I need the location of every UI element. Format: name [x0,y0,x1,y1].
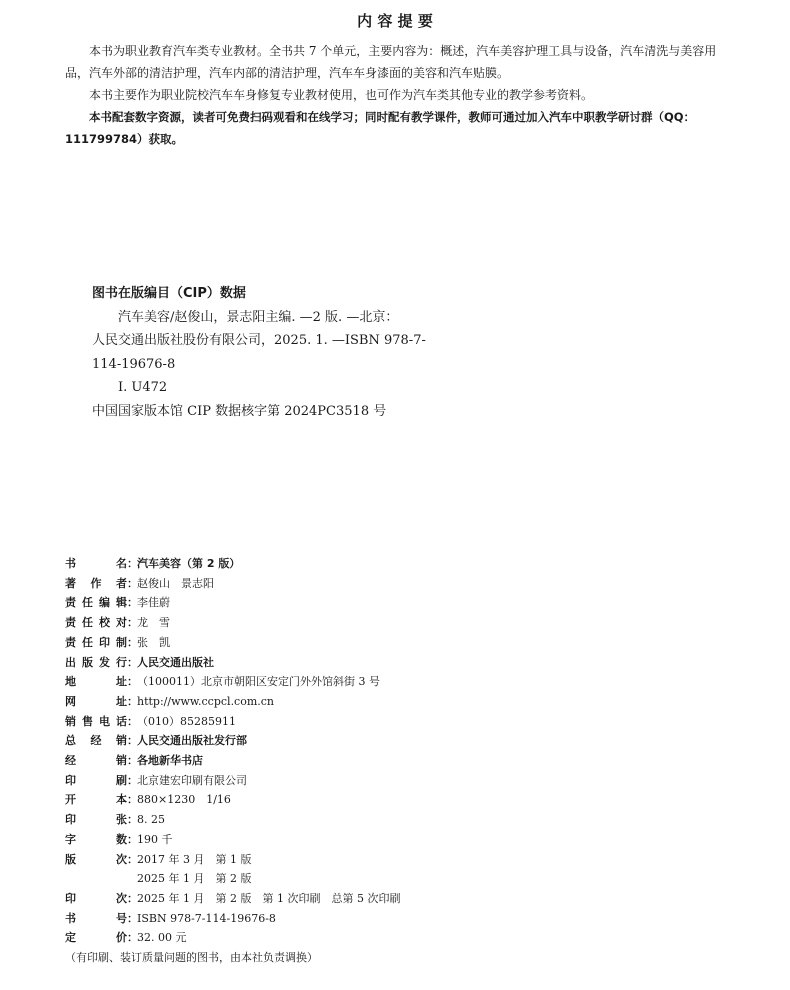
digital-resources-paragraph: 本书配套数字资源，读者可免费扫码观看和在线学习；同时配有教学课件，教师可通过加入汽车中职教学研讨群（QQ：111799784）获取。 [65,110,696,146]
format-row [65,790,485,810]
field-colon: ： [127,635,138,649]
field-colon: ： [127,694,138,708]
field-colon: ： [127,911,138,925]
field-colon: ： [127,754,138,768]
format-value: 880×1230 1/16 [137,793,231,807]
word-count-row [65,830,485,850]
editor-row [65,593,485,613]
copyright-page-block [65,554,485,968]
summary-paragraph: 本书主要作为职业院校汽车车身修复专业教材使用，也可作为汽车类其他专业的教学参考资料。 [89,88,594,102]
book-title-value: 汽车美容（第 2 版） [137,557,241,570]
isbn-row [65,909,485,929]
field-label: 书 名 [65,557,127,570]
printing-value: 2025 年 1 月 第 2 版 第 1 次印刷 总第 5 次印刷 [137,891,401,905]
field-label: 著 作 者 [65,576,127,590]
cip-entry-line: 人民交通出版社股份有限公司，2025. 1. —ISBN 978-7- [92,333,426,348]
cip-entry-line: 114-19676-8 [92,356,176,372]
field-colon: ： [127,734,138,748]
word-count-value: 190 千 [137,832,173,846]
cip-heading: 图书在版编目（CIP）数据 [92,286,246,301]
field-label: 责任印制 [65,635,127,649]
field-label: 销售电话 [65,714,127,728]
book-title-row [65,554,485,574]
cip-classification: Ⅰ. U472 [118,380,168,395]
field-label: 书 号 [65,911,127,925]
field-label: 印 张 [65,813,127,827]
author-row [65,574,485,594]
page-title: 内 容 提 要 [357,12,433,30]
sales-phone-row [65,712,485,732]
price-value: 32. 00 元 [137,931,187,945]
field-label: 责任校对 [65,616,127,630]
edition-value: 2017 年 3 月 第 1 版 [137,852,252,866]
publisher-row [65,653,485,673]
cip-data-block [92,282,426,423]
field-label: 印 次 [65,891,127,905]
retailer-value: 各地新华书店 [137,754,203,768]
printer-value: 北京建宏印刷有限公司 [137,773,247,787]
cip-record-number: 中国国家版本馆 CIP 数据核字第 2024PC3518 号 [92,403,387,419]
field-label: 总 经 销 [65,734,127,748]
printed-sheets-value: 8. 25 [137,813,165,827]
field-colon: ： [127,793,138,807]
field-colon: ： [127,832,138,846]
field-colon: ： [127,576,138,590]
summary-paragraph: 本书为职业教育汽车类专业教材。全书共 7 个单元，主要内容为：概述，汽车美容护理工具与设备，汽车清洗与美容用品，汽车外部的清洁护理，汽车内部的清洁护理，汽车车身漆面的美容和汽车贴膜。 [65,44,717,80]
field-colon: ： [127,675,138,689]
field-colon: ： [127,655,138,669]
printed-sheets-row [65,810,485,830]
printer-row [65,771,485,791]
field-label: 责任编辑 [65,596,127,610]
general-distributor-row [65,731,485,751]
print-supervisor-value: 张 凯 [137,635,170,649]
edition-value: 2025 年 1 月 第 2 版 [137,872,252,886]
publisher-value: 人民交通出版社 [137,655,214,669]
website-value: http://www.ccpcl.com.cn [137,694,275,708]
printing-row [65,889,485,909]
field-colon: ： [127,596,138,610]
sales-phone-value: （010）85285911 [137,714,236,728]
proofreader-row [65,613,485,633]
field-colon: ： [127,773,138,787]
address-value: （100011）北京市朝阳区安定门外外馆斜街 3 号 [137,675,380,689]
field-colon: ： [127,891,138,905]
address-row [65,672,485,692]
field-label: 开 本 [65,793,127,807]
field-label: 印 刷 [65,773,127,787]
retailer-row [65,751,485,771]
edition-row-continued [65,869,485,889]
field-colon: ： [127,813,138,827]
summary-section [65,40,729,150]
print-supervisor-row [65,633,485,653]
field-colon: ： [127,616,138,630]
price-row [65,928,485,948]
field-label: 版 次 [65,852,127,866]
edition-row [65,850,485,870]
field-colon: ： [127,557,138,570]
field-label: 经 销 [65,754,127,768]
website-row [65,692,485,712]
field-colon: ： [127,931,138,945]
quality-notice: （有印刷、装订质量问题的图书，由本社负责调换） [65,951,318,965]
field-label: 出版发行 [65,655,127,669]
isbn-value: ISBN 978-7-114-19676-8 [137,911,276,925]
field-colon: ： [127,714,138,728]
editor-value: 李佳蔚 [137,596,170,610]
field-label: 地 址 [65,675,127,689]
field-label: 字 数 [65,832,127,846]
field-colon: ： [127,852,138,866]
field-label: 网 址 [65,694,127,708]
general-distributor-value: 人民交通出版社发行部 [137,734,247,748]
author-value: 赵俊山 景志阳 [137,576,214,590]
field-label: 定 价 [65,931,127,945]
proofreader-value: 龙 雪 [137,616,170,630]
cip-entry-line: 汽车美容/赵俊山，景志阳主编. —2 版. —北京： [118,309,399,325]
